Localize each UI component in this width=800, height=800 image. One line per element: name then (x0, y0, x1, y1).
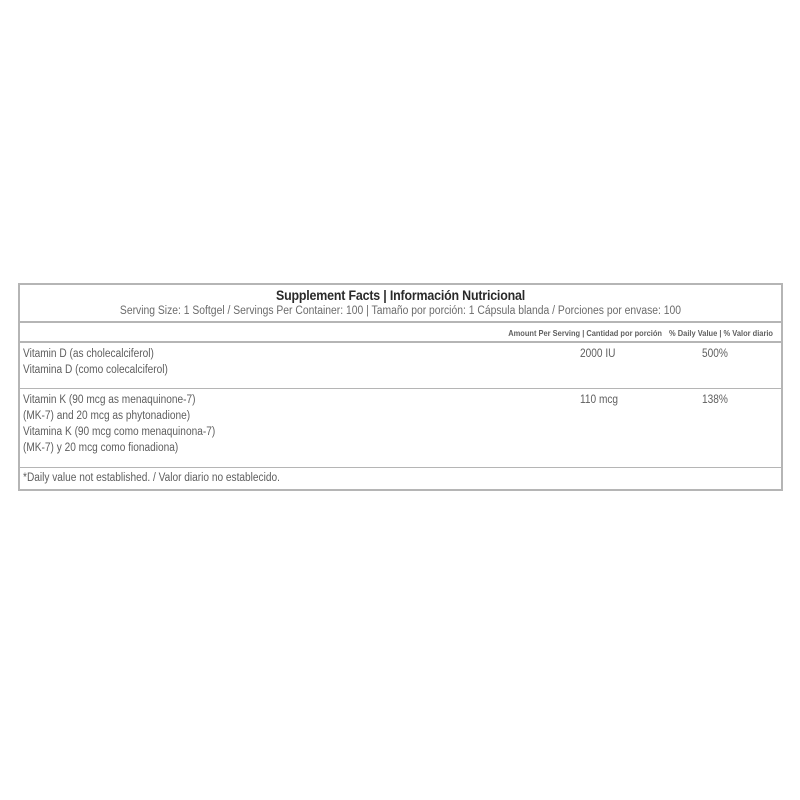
supplement-facts-panel (18, 283, 783, 491)
footnote-row (20, 468, 781, 489)
nutrient-name-line: Vitamina D (como colecalciferol) (23, 364, 168, 376)
nutrient-name-line: (MK-7) and 20 mcg as phytonadione) (23, 410, 191, 422)
title-section (20, 285, 781, 323)
footnote: *Daily value not established. / Valor diario no establecido. (23, 472, 280, 484)
panel-title: Supplement Facts | Información Nutricional (275, 288, 526, 303)
nutrient-daily-value: 138% (702, 394, 728, 406)
nutrient-name-line: Vitamin K (90 mcg as menaquinone-7) (23, 394, 196, 406)
nutrient-row-vitamin-d (20, 343, 781, 389)
column-header-row (20, 323, 781, 343)
nutrient-name-line: Vitamina K (90 mcg como menaquinona-7) (23, 426, 216, 438)
daily-value-header: % Daily Value | % Valor diario (669, 328, 773, 338)
serving-info: Serving Size: 1 Softgel / Servings Per Container: 100 | Tamaño por porción: 1 Cápsula blanda / Porciones por envase: 100 (119, 305, 682, 317)
nutrient-name-line: Vitamin D (as cholecalciferol) (23, 348, 154, 360)
nutrient-name (23, 392, 215, 456)
nutrient-name-line: (MK-7) y 20 mcg como fionadiona) (23, 442, 179, 454)
nutrient-name (23, 346, 168, 378)
nutrient-daily-value: 500% (702, 348, 728, 360)
amount-per-serving-header: Amount Per Serving | Cantidad por porción (508, 328, 662, 338)
nutrient-amount: 110 mcg (580, 394, 619, 406)
nutrient-amount: 2000 IU (580, 348, 616, 360)
nutrient-row-vitamin-k (20, 389, 781, 468)
